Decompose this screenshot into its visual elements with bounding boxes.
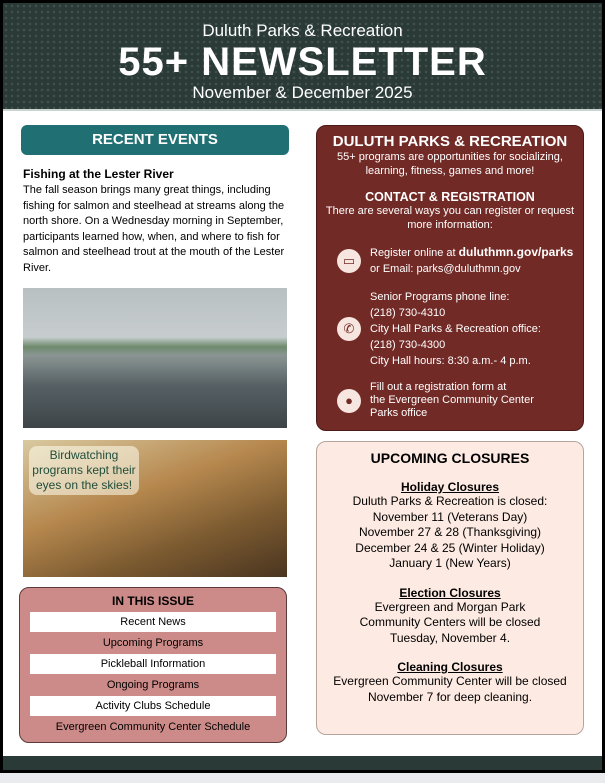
issue-item[interactable]: Ongoing Programs bbox=[106, 679, 200, 691]
closure-line: Evergreen Community Center will be closed bbox=[333, 674, 567, 688]
contact-box bbox=[316, 125, 584, 431]
phone-line: City Hall Parks & Recreation office: bbox=[370, 323, 541, 335]
online-link[interactable]: duluthmn.gov/parks bbox=[458, 245, 574, 259]
closure-title: Election Closures bbox=[399, 585, 501, 600]
form-line: Fill out a registration form at bbox=[370, 381, 507, 393]
closure-title: Holiday Closures bbox=[400, 480, 500, 494]
issue-item[interactable]: Recent News bbox=[30, 612, 276, 632]
contact-intro: 55+ programs are opportunities for socializing, learning, fitness, games and more! bbox=[337, 151, 563, 177]
header bbox=[3, 3, 602, 111]
closure-line: Community Centers will be closed bbox=[359, 615, 541, 629]
form-line: Parks office bbox=[370, 407, 428, 419]
closure-line: January 1 (New Years) bbox=[389, 556, 511, 570]
issue-item[interactable]: Evergreen Community Center Schedule bbox=[55, 721, 251, 733]
issue-heading: IN THIS ISSUE bbox=[111, 594, 194, 608]
header-org: Duluth Parks & Recreation bbox=[202, 21, 403, 40]
phone-line: (218) 730-4310 bbox=[370, 307, 446, 319]
contact-heading: DULUTH PARKS & RECREATION bbox=[332, 133, 568, 150]
issue-item[interactable]: Upcoming Programs bbox=[102, 637, 204, 649]
issue-item[interactable]: Pickleball Information bbox=[30, 654, 276, 674]
form-line: the Evergreen Community Center bbox=[370, 394, 534, 406]
closure-line: November 11 (Veterans Day) bbox=[372, 509, 528, 524]
closures-heading: UPCOMING CLOSURES bbox=[370, 450, 530, 466]
recent-events-heading: RECENT EVENTS bbox=[21, 125, 289, 155]
email[interactable]: or Email: parks@duluthmn.gov bbox=[370, 263, 521, 275]
closure-line: Evergreen and Morgan Park bbox=[374, 599, 526, 614]
phone-line: Senior Programs phone line: bbox=[370, 291, 510, 303]
closures-box bbox=[316, 441, 584, 735]
birdwatching-photo bbox=[23, 440, 287, 577]
contact-subheading: CONTACT & REGISTRATION bbox=[365, 190, 535, 204]
issue-item[interactable]: Activity Clubs Schedule bbox=[30, 696, 276, 716]
phone-icon: ✆ bbox=[337, 317, 361, 341]
story-title: Fishing at the Lester River bbox=[23, 167, 174, 181]
closure-line: Tuesday, November 4. bbox=[389, 630, 511, 645]
newsletter-title: 55+ NEWSLETTER bbox=[118, 40, 487, 84]
phone-line: (218) 730-4300 bbox=[370, 339, 446, 351]
contact-subtext: There are several ways you can register or request more information: bbox=[325, 205, 575, 231]
closure-title: Cleaning Closures bbox=[397, 660, 503, 674]
in-this-issue bbox=[19, 587, 287, 743]
phone-line: City Hall hours: 8:30 a.m.- 4 p.m. bbox=[370, 355, 531, 367]
closure-line: November 27 & 28 (Thanksgiving) bbox=[358, 525, 542, 539]
footer-band bbox=[3, 756, 602, 770]
closure-line: December 24 & 25 (Winter Holiday) bbox=[355, 540, 545, 555]
computer-icon: ▭ bbox=[337, 249, 361, 273]
person-icon: ● bbox=[337, 389, 361, 413]
closure-line: Duluth Parks & Recreation is closed: bbox=[352, 494, 548, 508]
photo-caption: Birdwatching programs kept their eyes on the skies! bbox=[29, 446, 139, 495]
closure-line: November 7 for deep cleaning. bbox=[367, 689, 533, 704]
online-prefix: Register online at bbox=[370, 247, 459, 259]
story-text: The fall season brings many great things, including fishing for salmon and steelhead at streams along the north shore. On a Wednesday morning in September, participants learned how, when, and where to fish for salmon and steelhead trout at the mouth of the Lester River. bbox=[23, 184, 285, 274]
fishing-photo bbox=[23, 288, 287, 428]
newsletter-date: November & December 2025 bbox=[192, 83, 413, 102]
